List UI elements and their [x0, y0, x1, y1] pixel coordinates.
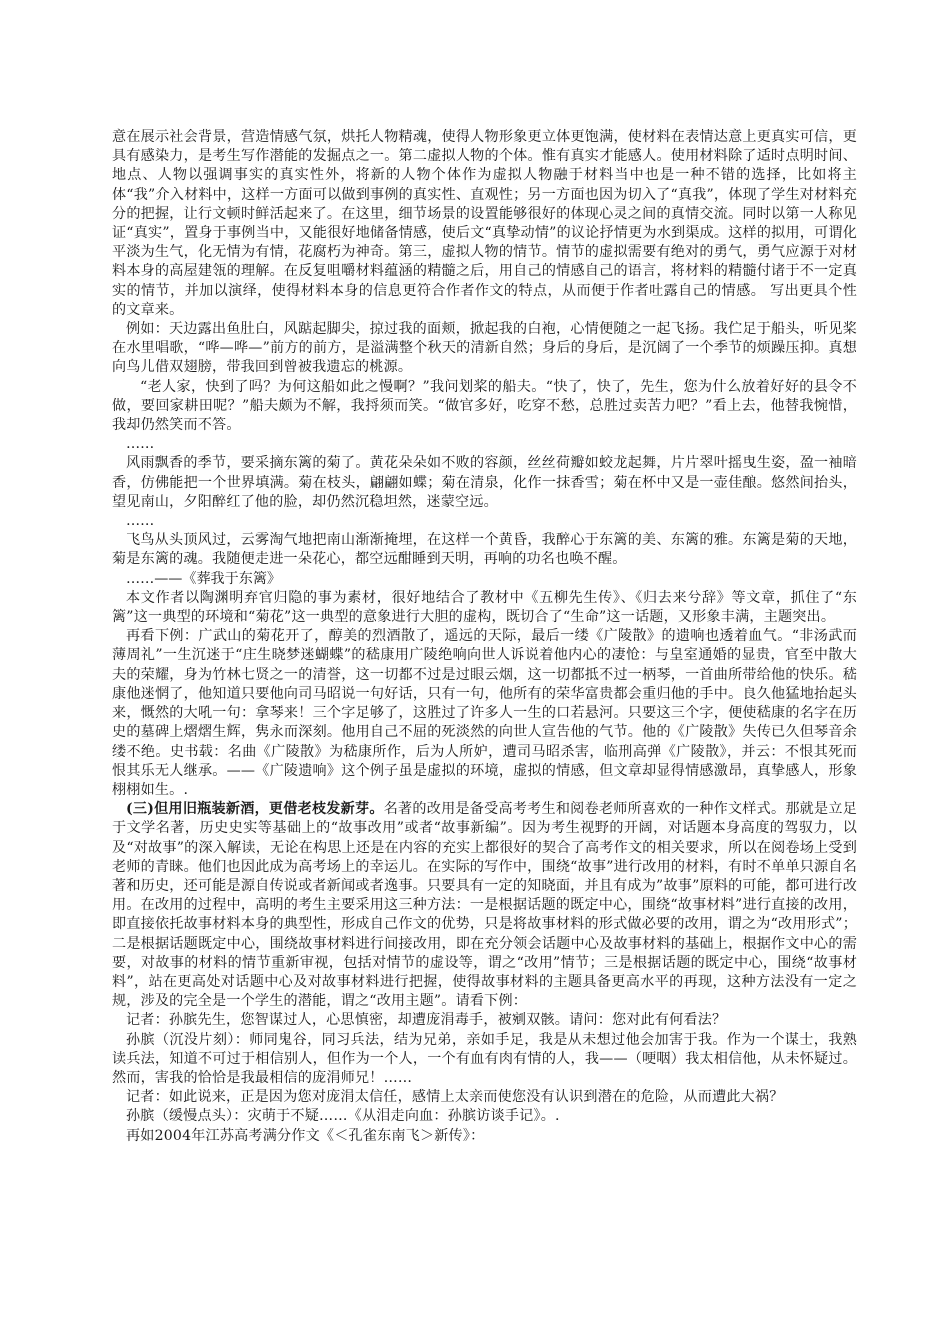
essay-source: ……——《葬我于东篱》	[126, 570, 282, 587]
dialogue-line: 孙膑（沉没片刻）：师同鬼谷，同习兵法，结为兄弟，亲如手足，我是从未想过他会加害于我。作为一个谋士，我熟读兵法，知道不可过于相信别人，但作为一个人，一个有血有肉有情的人，我——（哽咽）我太相信他，从未怀疑过。然而，害我的恰恰是我最相信的庞涓师兄！……	[112, 1031, 857, 1086]
paragraph-text: 名著的改用是备受高考考生和阅卷老师所喜欢的一种作文样式。那就是立足于文学名著，历史史实等基础上的“故事改用”或者“故事新编”。因为考生视野的开阔，对话题本身高度的驾驭力，以及“对故事”的深入解读，无论在构思上还是在内容的充实上都很好的契合了高考作文的相关要求，所以在阅卷场上受到老师的青睐。他们也因此成为高考场上的幸运儿。在实际的写作中，围绕“故事”进行改用的材料，有时不单单只源自名著和历史，还可能是源自传说或者新闻或者逸事。只要具有一定的知晓面，并且有成为”故事”原料的可能，都可进行改用。在改用的过程中，高明的考生主要采用这三种方法：一是根据话题的既定中心，围绕“故事材料”进行直接的改用，即直接依托故事材料本身的典型性，形成自己作文的优势，只是将故事材料的形式做必要的改用，谓之为“改用形式”；二是根据话题既定中心，围绕故事材料进行间接改用，即在充分领会话题中心及故事材料的基础上，根据作文中心的需要，对故事的材料的情节重新审视，包括对情节的虚设等，谓之“改用”情节；三是根据话题的既定中心，围绕“故事材料”，站在更高处对话题中心及对故事材料进行把握，使得故事材料的主题具备更高水平的再现，这种方法没有一定之规，涉及的完全是一个学生的潜能，谓之“改用主题”。请看下例：	[112, 801, 857, 1010]
paragraph: 本文作者以陶渊明弃官归隐的事为素材，很好地结合了教材中《五柳先生传》、《归去来兮辞》等文章，抓住了“东篱”这一典型的环境和“菊花”这一典型的意象进行大胆的虚构，既切合了“生命”这一话题，又形象丰满，主题突出。	[112, 589, 857, 626]
paragraph: 飞鸟从头顶风过，云雾淘气地把南山渐渐掩埋，在这样一个黄昏，我醉心于东篱的美、东篱的雅。东篱是菊的天地，菊是东篱的魂。我随便走进一朵花心，都空远酣睡到天明，再响的功名也唤不醒。	[112, 532, 857, 568]
dialogue-line: 记者：如此说来，正是因为您对庞涓太信任，感情上太亲而使您没有认识到潜在的危险，从而遭此大祸？	[126, 1089, 784, 1106]
paragraph: 再看下例：广武山的菊花开了，醇美的烈酒散了，遥远的天际，最后一缕《广陵散》的遗响也透着血气。“非汤武而薄周礼”一生沉迷于“庄生晓梦迷蝴蝶”的嵇康用广陵绝响向世人诉说着他内心的凄怆：与皇室通婚的显贵，官至中散大夫的荣耀，身为竹林七贤之一的清誉，这一切都不过是过眼云烟，这一切都抵不过一柄琴，一首曲所带给他的快乐。嵇康他迷惘了，他知道只要他向司马昭说一句好话，只有一句，他所有的荣华富贵都会重归他的手中。良久他猛地抬起头来，慨然的大吼一句：拿琴来！三个字足够了，这胜过了许多人一生的口若悬河。只要这三个字，便使嵇康的名字在历史的墓碑上熠熠生辉，隽永而深刻。他用自己不屈的死淡然的向世人宣告他的气节。他的《广陵散》失传已久但琴音余缕不绝。史书载：名曲《广陵散》为嵇康所作，后为人所妒，遭司马昭杀害，临刑高弹《广陵散》，并云：不恨其死而恨其乐无人继承。——《广陵遗响》这个例子虽是虚拟的环境，虚拟的情感，但文章却显得情感激昂，真挚感人，形象栩栩如生。.	[112, 628, 857, 798]
document-body	[112, 128, 857, 1146]
paragraph: 例如：天边露出鱼肚白，风踮起脚尖，掠过我的面颊，掀起我的白袍，心情便随之一起飞扬。我伫足于船头，听见桨在水里唱歌，“哗—哗—”前方的前方，是溢满整个秋天的清新自然；身后的身后，是沉阔了一个季节的烦躁压抑。真想向鸟儿借双翅膀，带我回到曾被我遗忘的桃源。	[112, 321, 857, 376]
dialogue-line: 孙膑（缓慢点头）：灾萌于不疑……《从泪走向血：孙膑访谈手记》。.	[126, 1108, 560, 1125]
ellipsis: ……	[126, 513, 155, 530]
paragraph: 风雨飘香的季节，要采摘东篱的菊了。黄花朵朵如不败的容颜，丝丝荷瓣如蛟龙起舞，片片翠叶摇曳生姿，盈一袖暗香，仿佛能把一个世界填满。菊在枝头，翩翩如蝶；菊在清泉，化作一抹香雪；菊在杯中又是一壶佳酿。悠然间抬头，望见南山，夕阳醉红了他的脸，却仍然沉稳坦然，迷蒙空远。	[112, 455, 857, 510]
ellipsis: ……	[126, 436, 155, 453]
paragraph-with-heading	[112, 800, 857, 1011]
paragraph: 再如2004年江苏高考满分作文《＜孔雀东南飞＞新传》：	[126, 1127, 485, 1144]
section-heading: (三)但用旧瓶装新酒，更借老枝发新芽。	[126, 801, 384, 818]
dialogue-line: 记者：孙膑先生，您智谋过人，心思慎密，却遭庞涓毒手，被剜双骸。请问：您对此有何看法？	[126, 1012, 727, 1029]
paragraph: 意在展示社会背景，营造情感气氛，烘托人物精魂，使得人物形象更立体更饱满，使材料在表情达意上更真实可信，更具有感染力，是考生写作潜能的发掘点之一。第二虚拟人物的个体。惟有真实才能感人。使用材料除了适时点明时间、地点、人物以强调事实的真实性外，将新的人物个体作为虚拟人物融于材料当中也是一种不错的选择，比如将主体“我”介入材料中，这样一方面可以做到事例的真实性、直观性；另一方面也因为切入了“真我”，体现了学生对材料充分的把握，让行文顿时鲜活起来了。在这里，细节场景的设置能够很好的体现心灵之间的真情交流。同时以第一人称见证“真实”，置身于事例当中，又能很好地储备情感，使后文“真挚动情”的议论抒情更为水到渠成。这样的拟用，可谓化平淡为生气，化无情为有情，花腐朽为神奇。第三，虚拟人物的情节。情节的虚拟需要有绝对的勇气，勇气应源于对材料本身的高屋建瓴的理解。在反复咀嚼材料蕴涵的精髓之后，用自己的情感自己的语言，将材料的精髓付诸于不一定真实的情节，并加以演绎，使得材料本身的信息更符合作者作文的特点，从而便于作者吐露自己的情感。 写出更具个性的文章来。	[112, 129, 857, 318]
paragraph: “老人家，快到了吗？为何这船如此之慢啊？”我问划桨的船夫。“快了，快了，先生，您为什么放着好好的县令不做，要回家耕田呢？”船夫颇为不解，我捋须而笑。“做官多好，吃穿不愁，总胜过卖苦力吧？”看上去，他替我惋惜，我却仍然笑而不答。	[112, 378, 857, 434]
